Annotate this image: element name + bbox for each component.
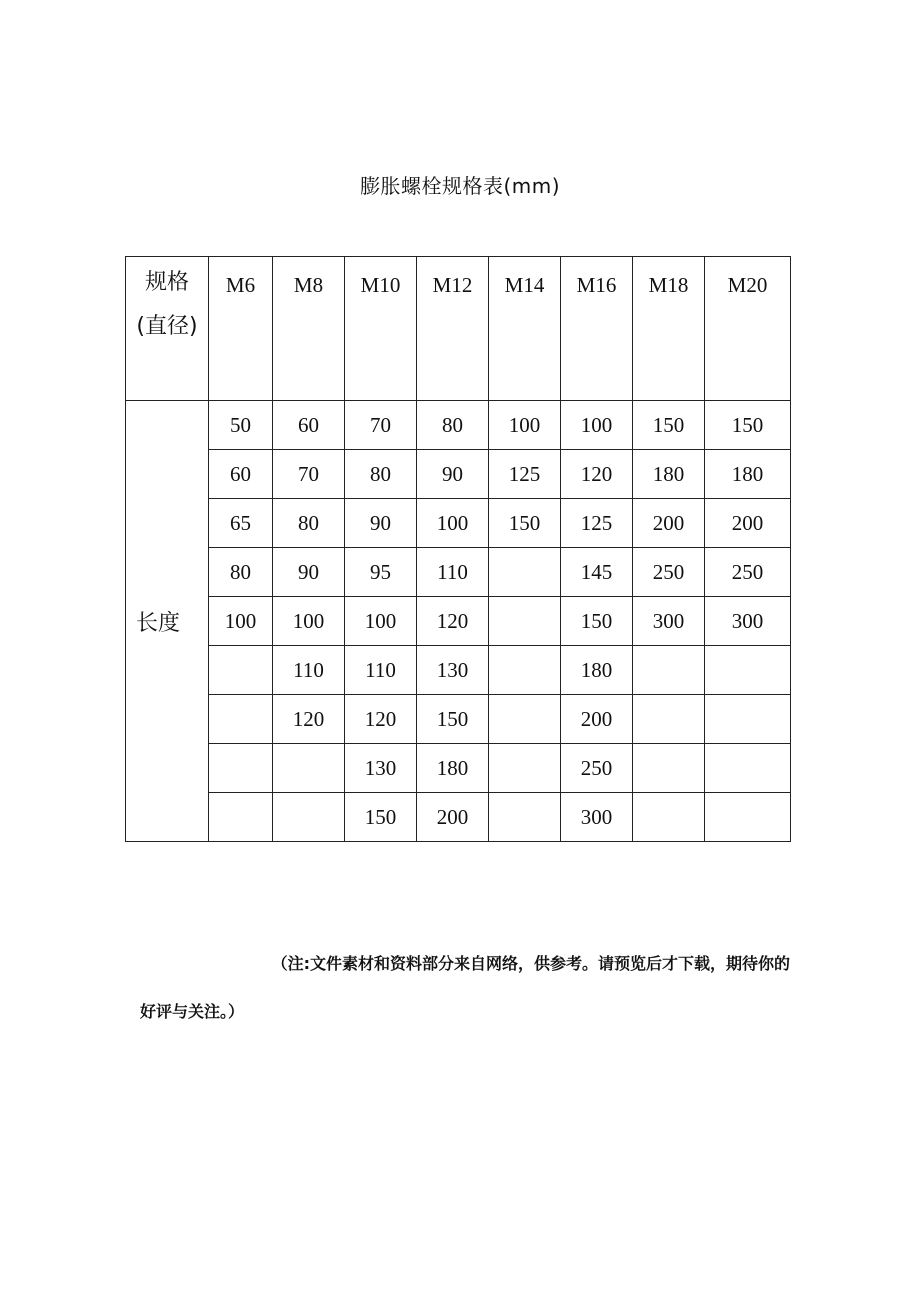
length-cell: 125 [561,499,633,548]
length-cell: 100 [489,401,561,450]
length-cell: 145 [561,548,633,597]
spec-label: 规格 [144,270,189,295]
length-row [126,499,791,548]
length-cell: 125 [489,450,561,499]
length-cell [489,548,561,597]
length-row [126,450,791,499]
size-header: M18 [633,257,705,401]
length-row [126,401,791,450]
length-row [126,646,791,695]
length-cell: 150 [705,401,791,450]
length-row [126,793,791,842]
length-cell: 60 [209,450,273,499]
length-cell: 150 [633,401,705,450]
length-cell: 90 [417,450,489,499]
length-cell [489,744,561,793]
length-cell: 250 [561,744,633,793]
length-cell: 120 [345,695,417,744]
length-cell: 130 [417,646,489,695]
size-header: M6 [209,257,273,401]
length-cell: 250 [705,548,791,597]
bolt-spec-table [125,256,791,842]
length-cell: 150 [417,695,489,744]
size-header: M16 [561,257,633,401]
length-cell: 80 [209,548,273,597]
length-cell: 65 [209,499,273,548]
length-cell: 95 [345,548,417,597]
length-cell [209,744,273,793]
length-cell: 130 [345,744,417,793]
length-cell: 200 [633,499,705,548]
size-header: M8 [273,257,345,401]
length-cell: 200 [417,793,489,842]
length-cell: 300 [633,597,705,646]
length-cell [633,744,705,793]
length-cell: 100 [417,499,489,548]
length-cell: 80 [273,499,345,548]
length-cell [489,793,561,842]
length-cell: 80 [345,450,417,499]
length-row [126,597,791,646]
spec-diameter-header [126,257,209,401]
size-header: M20 [705,257,791,401]
length-cell: 250 [633,548,705,597]
length-cell: 100 [561,401,633,450]
length-cell: 200 [561,695,633,744]
length-cell [489,597,561,646]
length-cell [633,646,705,695]
diameter-label: (直径) [136,314,198,339]
length-cell [209,695,273,744]
length-cell [489,695,561,744]
length-cell: 180 [633,450,705,499]
length-cell: 100 [273,597,345,646]
length-cell [705,793,791,842]
length-cell: 80 [417,401,489,450]
length-cell [633,695,705,744]
length-label: 长度 [126,401,209,842]
length-cell: 180 [705,450,791,499]
length-cell [633,793,705,842]
document-title: 膨胀螺栓规格表(mm) [359,174,561,198]
length-cell: 60 [273,401,345,450]
length-cell [209,646,273,695]
length-cell: 90 [345,499,417,548]
length-cell: 120 [417,597,489,646]
length-cell [273,793,345,842]
length-cell: 50 [209,401,273,450]
length-cell: 300 [705,597,791,646]
length-cell: 100 [209,597,273,646]
length-cell: 200 [705,499,791,548]
length-cell: 110 [273,646,345,695]
length-cell: 150 [489,499,561,548]
size-header: M10 [345,257,417,401]
length-cell [489,646,561,695]
length-cell: 120 [561,450,633,499]
length-cell: 90 [273,548,345,597]
size-header: M14 [489,257,561,401]
length-cell: 180 [561,646,633,695]
length-cell: 70 [273,450,345,499]
header-row [126,257,791,401]
length-cell [705,695,791,744]
length-cell [705,646,791,695]
length-cell: 120 [273,695,345,744]
length-cell: 180 [417,744,489,793]
length-cell [209,793,273,842]
length-cell: 300 [561,793,633,842]
length-cell [705,744,791,793]
length-row [126,695,791,744]
note-line-1: （注:文件素材和资料部分来自网络，供参考。请预览后才下载，期待你的 [271,954,790,973]
length-cell: 70 [345,401,417,450]
length-cell: 110 [345,646,417,695]
length-cell [273,744,345,793]
length-cell: 110 [417,548,489,597]
length-cell: 150 [561,597,633,646]
length-row [126,548,791,597]
length-cell: 100 [345,597,417,646]
size-header: M12 [417,257,489,401]
length-row [126,744,791,793]
note-line-2: 好评与关注。） [140,1002,245,1021]
length-cell: 150 [345,793,417,842]
